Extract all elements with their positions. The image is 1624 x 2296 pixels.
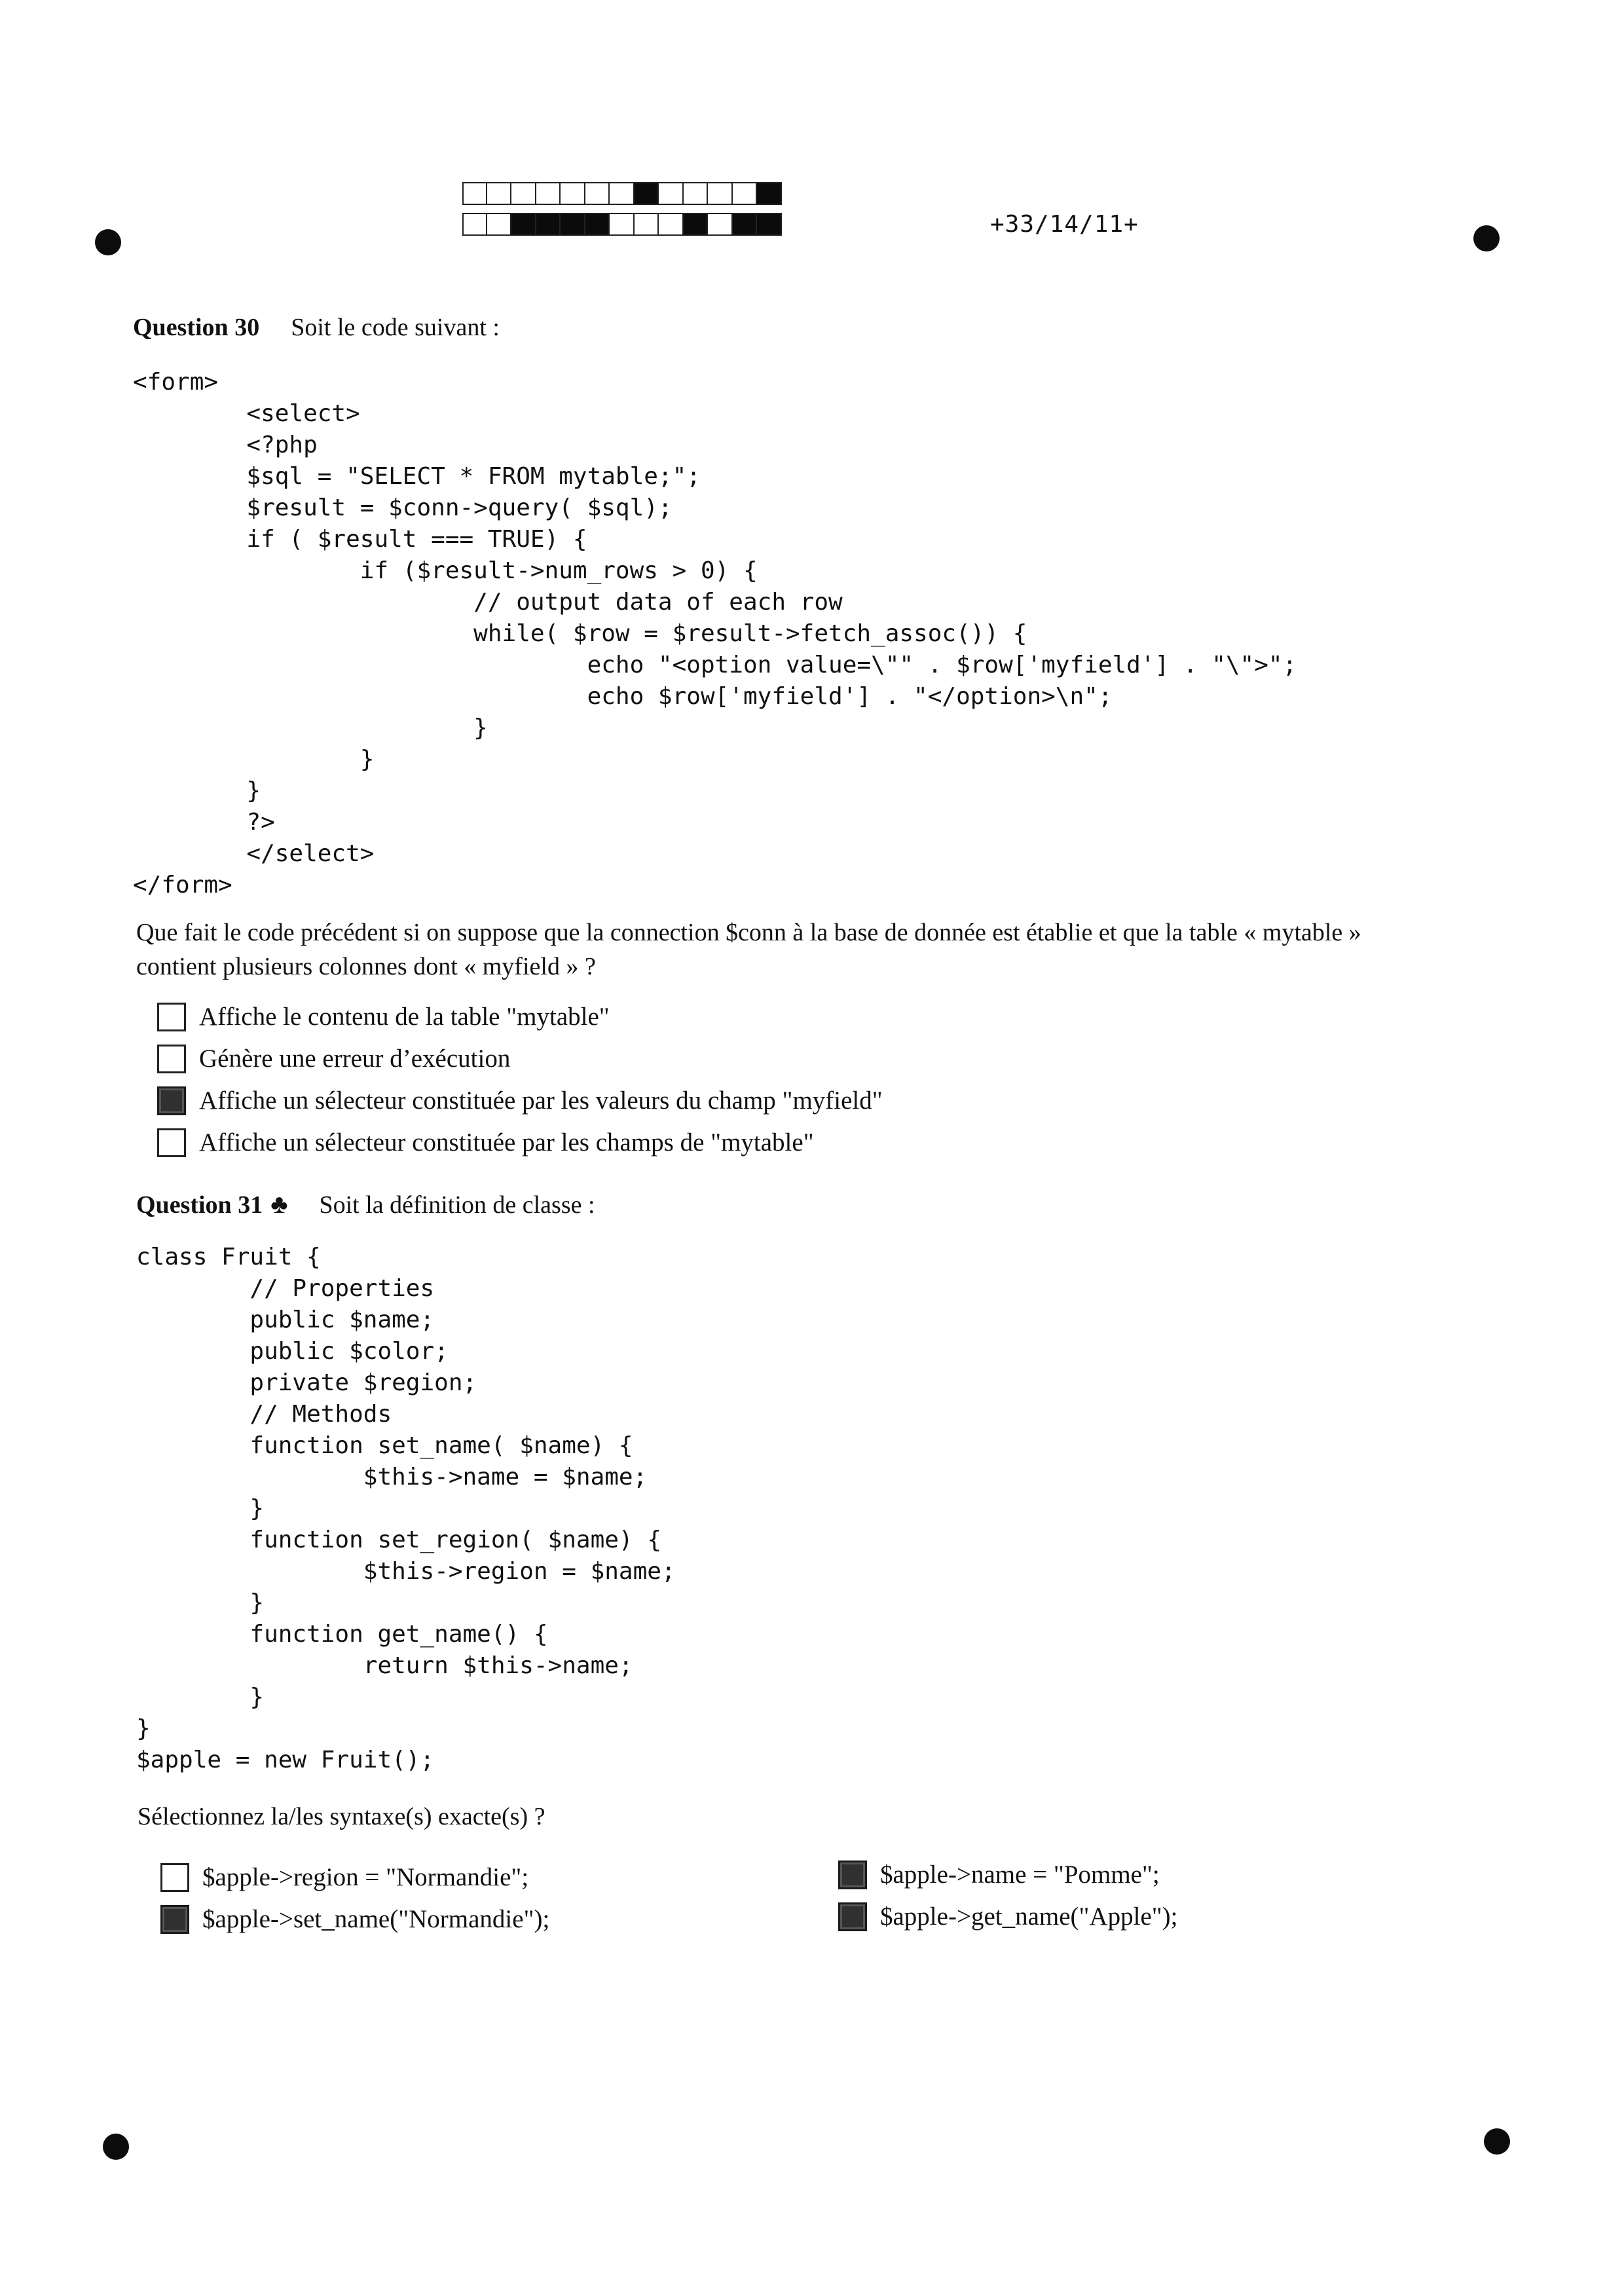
checkbox[interactable] — [838, 1902, 867, 1931]
choice-label: Affiche un sélecteur constituée par les champs de "mytable" — [199, 1128, 814, 1157]
checkbox[interactable] — [157, 1086, 186, 1115]
barcode-cell-empty — [561, 182, 585, 205]
barcode-row-bottom — [462, 213, 782, 236]
barcode-cell-empty — [585, 182, 610, 205]
barcode-cell-empty — [733, 182, 758, 205]
barcode-cell-filled — [536, 213, 561, 236]
checkbox[interactable] — [157, 1003, 186, 1031]
question-30-text-line-1: Que fait le code précédent si on suppose que la connection $conn à la base de donnée est établie et que la table « mytable » — [136, 919, 1361, 946]
registration-mark-top-right — [1473, 225, 1500, 251]
barcode-cell-empty — [684, 182, 709, 205]
barcode-cell-empty — [708, 182, 733, 205]
barcode-cell-empty — [610, 182, 635, 205]
question-31-label: Question 31 — [136, 1191, 263, 1219]
question-30-text-line-2: contient plusieurs colonnes dont « myfield » ? — [136, 953, 596, 980]
q30-choice-2[interactable] — [157, 1044, 510, 1073]
club-icon: ♣ — [270, 1189, 288, 1219]
question-31-heading — [136, 1189, 595, 1219]
question-30-label: Question 30 — [133, 314, 260, 341]
question-30-text — [136, 916, 1361, 984]
checkbox[interactable] — [160, 1905, 189, 1934]
barcode-cell-empty — [659, 182, 684, 205]
barcode-cell-empty — [487, 213, 512, 236]
question-31-intro: Soit la définition de classe : — [319, 1191, 595, 1219]
q31-choice-4[interactable] — [838, 1902, 1178, 1931]
barcode-cell-filled — [511, 213, 536, 236]
question-30-intro: Soit le code suivant : — [291, 314, 500, 341]
q30-choice-1[interactable] — [157, 1002, 610, 1031]
barcode-cell-filled — [561, 213, 585, 236]
registration-mark-bottom-right — [1484, 2128, 1510, 2155]
barcode-cell-empty — [659, 213, 684, 236]
barcode-row-top — [462, 182, 782, 205]
barcode-cell-filled — [757, 213, 782, 236]
choice-label: Génère une erreur d’exécution — [199, 1045, 511, 1073]
question-31-text: Sélectionnez la/les syntaxe(s) exacte(s) ? — [138, 1803, 545, 1830]
registration-mark-bottom-left — [103, 2134, 129, 2160]
barcode-cell-filled — [733, 213, 758, 236]
q31-choice-3[interactable] — [160, 1904, 549, 1934]
choice-label: Affiche un sélecteur constituée par les valeurs du champ "myfield" — [199, 1086, 883, 1115]
barcode-cell-empty — [462, 213, 487, 236]
checkbox[interactable] — [160, 1863, 189, 1892]
barcode-cell-empty — [635, 213, 659, 236]
page-identifier: +33/14/11+ — [990, 211, 1139, 238]
choice-label: $apple->get_name("Apple"); — [880, 1902, 1178, 1931]
barcode-cell-empty — [487, 182, 512, 205]
question-31-code: class Fruit { // Properties public $name; public $color; private $region; // Methods function set_name( $name) { $this->name = $name; } function set_region( $name) { $this->region = $name; } function get_name() { return $this->name; } } $apple = new Fruit(); — [136, 1244, 676, 1773]
barcode-cell-empty — [610, 213, 635, 236]
barcode-cell-empty — [462, 182, 487, 205]
checkbox[interactable] — [157, 1128, 186, 1157]
checkbox[interactable] — [157, 1045, 186, 1073]
checkbox[interactable] — [838, 1861, 867, 1889]
barcode-cell-empty — [536, 182, 561, 205]
question-30-code: <form> <select> <?php $sql = "SELECT * FROM mytable;"; $result = $conn->query( $sql); if ( $result === TRUE) { if ($result->num_rows > 0) { // output data of each row while( $row = $result->fetch_assoc()) { echo "<option value=\"" . $row['myfield'] . "\">"; echo $row['myfield'] . "</option>\n"; } } } ?> </select> </form> — [133, 369, 1297, 898]
barcode-cell-filled — [585, 213, 610, 236]
registration-mark-top-left — [95, 229, 121, 255]
q31-choice-2[interactable] — [838, 1860, 1160, 1889]
barcode-cell-filled — [757, 182, 782, 205]
question-30-heading — [133, 313, 500, 342]
choice-label: Affiche le contenu de la table "mytable" — [199, 1003, 610, 1031]
choice-label: $apple->name = "Pomme"; — [880, 1861, 1160, 1889]
choice-label: $apple->set_name("Normandie"); — [202, 1905, 550, 1933]
choice-label: $apple->region = "Normandie"; — [202, 1863, 529, 1891]
barcode-cell-empty — [511, 182, 536, 205]
barcode-cell-filled — [635, 182, 659, 205]
q30-choice-4[interactable] — [157, 1128, 814, 1157]
q31-choice-1[interactable] — [160, 1862, 528, 1892]
barcode-cell-empty — [708, 213, 733, 236]
barcode-cell-filled — [684, 213, 709, 236]
q30-choice-3[interactable] — [157, 1086, 883, 1115]
